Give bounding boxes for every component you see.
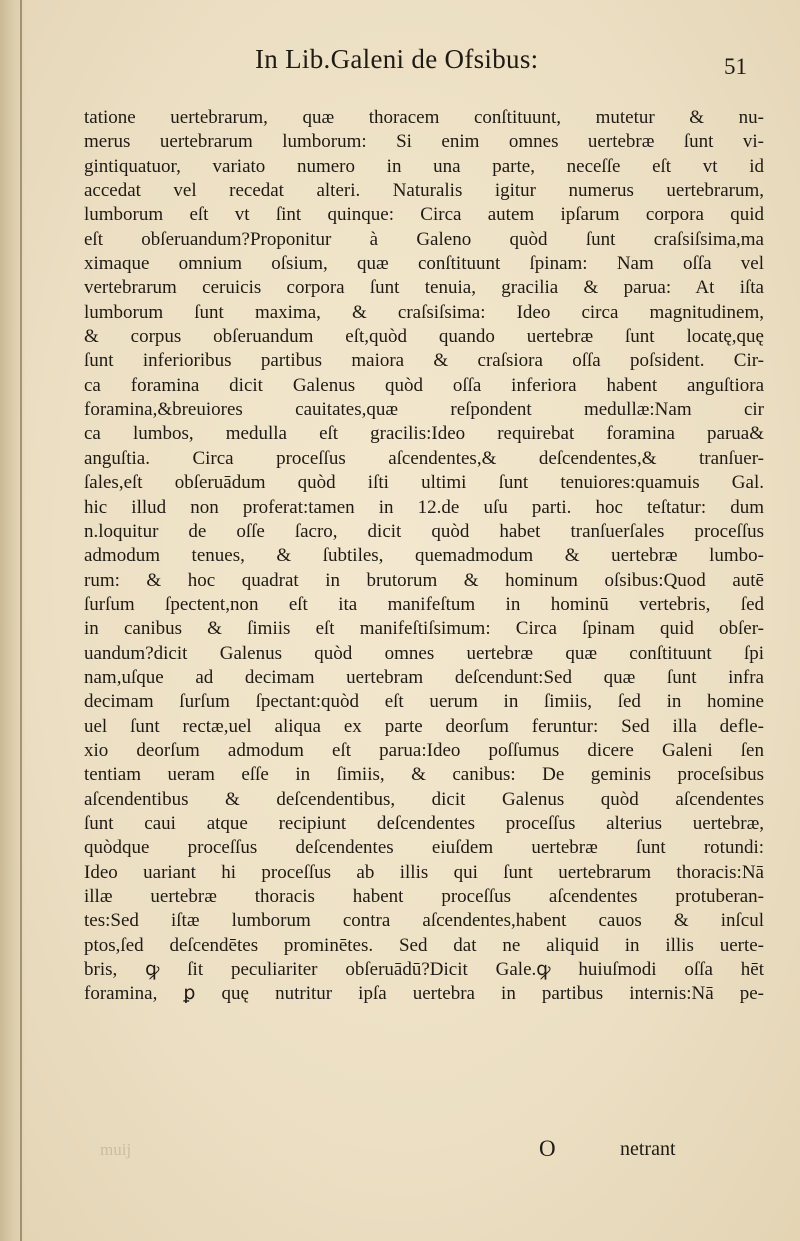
- text-line: aſcendentibus & deſcendentibus, dicit Galenus quòd aſcendentes: [84, 788, 764, 810]
- text-line: ſunt caui atque recipiunt deſcendentes proceſſus alterius uertebræ,: [84, 812, 764, 834]
- text-line: ſunt inferioribus partibus maiora & craſsiora oſſa poſsident. Cir-: [84, 350, 764, 372]
- text-line: foramina, ꝑ quę nutritur ipſa uertebra in partibus internis:Nā pe-: [84, 983, 764, 1005]
- text-line: ximaque omnium oſsium, quæ conſtituunt ſpinam: Nam oſſa vel: [84, 253, 764, 275]
- text-line: merus uertebrarum lumborum: Si enim omnes uertebræ ſunt vi-: [84, 131, 764, 153]
- text-line: hic illud non proferat:tamen in 12.de uſu parti. hoc teſtatur: dum: [84, 496, 764, 518]
- text-line: decimam ſurſum ſpectant:quòd eſt uerum in ſimiis, ſed in homine: [84, 691, 764, 713]
- text-line: uel ſunt rectæ,uel aliqua ex parte deorſum feruntur: Sed illa defle-: [84, 715, 764, 737]
- text-line: gintiquatuor, variato numero in una parte, neceſſe eſt vt id: [84, 155, 764, 177]
- text-line: tentiam ueram eſſe in ſimiis, & canibus: De geminis proceſsibus: [84, 764, 764, 786]
- gutter-rule: [20, 0, 22, 1241]
- text-line: in canibus & ſimiis eſt manifeſtiſsimum: Circa ſpinam quid obſer-: [84, 618, 764, 640]
- page-header: [0, 44, 800, 88]
- text-line: lumborum ſunt maxima, & craſsiſsima: Ideo circa magnitudinem,: [84, 301, 764, 323]
- catchword: netrant: [620, 1138, 676, 1160]
- text-line: xio deorſum admodum eſt parua:Ideo poſſumus dicere Galeni ſen: [84, 739, 764, 761]
- text-line: quòdque proceſſus deſcendentes eiuſdem uertebræ ſunt rotundi:: [84, 837, 764, 859]
- text-line: admodum tenues, & ſubtiles, quemadmodum & uertebræ lumbo-: [84, 545, 764, 567]
- text-line: ca foramina dicit Galenus quòd oſſa inferiora habent anguſtiora: [84, 374, 764, 396]
- text-line: illæ uertebræ thoracis habent proceſſus aſcendentes protuberan-: [84, 886, 764, 907]
- text-line: n.loquitur de oſſe ſacro, dicit quòd habet tranſuerſales proceſſus: [84, 520, 764, 542]
- body-text: [84, 106, 764, 1007]
- text-line: Ideo uariant hi proceſſus ab illis qui ſunt uertebrarum thoracis:Nā: [84, 861, 764, 883]
- signature-mark: O: [539, 1136, 556, 1161]
- text-line: rum: & hoc quadrat in brutorum & hominum oſsibus:Quod autē: [84, 569, 764, 591]
- page-gutter: [0, 0, 26, 1241]
- text-line: ſurſum ſpectent,non eſt ita manifeſtum in hominū vertebris, ſed: [84, 593, 764, 615]
- text-line: anguſtia. Circa proceſſus aſcendentes,& deſcendentes,& tranſuer-: [84, 447, 764, 469]
- text-line: ptos,ſed deſcendētes prominētes. Sed dat ne aliquid in illis uerte-: [84, 934, 764, 956]
- text-line: tes:Sed iſtæ lumborum contra aſcendentes,habent cauos & inſcul: [84, 910, 764, 932]
- faded-show-through-text: muij: [100, 1140, 132, 1159]
- page-footer: [0, 1136, 800, 1166]
- text-line: eſt obſeruandum?Proponitur à Galeno quòd ſunt craſsiſsima,ma: [84, 228, 764, 250]
- text-line: nam,uſque ad decimam uertebram deſcendunt:Sed quæ ſunt infra: [84, 666, 764, 688]
- text-line: ſales,eſt obſeruādum quòd iſti ultimi ſunt tenuiores:quamuis Gal.: [84, 472, 764, 494]
- text-line: vertebrarum ceruicis corpora ſunt tenuia, gracilia & parua: At iſta: [84, 277, 764, 299]
- text-line: ca lumbos, medulla eſt gracilis:Ideo requirebat foramina parua&: [84, 423, 764, 445]
- text-line: lumborum eſt vt ſint quinque: Circa autem ipſarum corpora quid: [84, 204, 764, 226]
- text-line: bris, ꝙ ſit peculiariter obſeruādū?Dicit Gale.ꝙ huiuſmodi oſſa hēt: [84, 959, 764, 981]
- text-line: foramina,&breuiores cauitates,quæ reſpondent medullæ:Nam cir: [84, 399, 764, 421]
- page-number: 51: [724, 54, 747, 79]
- running-head: In Lib.Galeni de Ofsibus:: [255, 44, 539, 74]
- text-line: uandum?dicit Galenus quòd omnes uertebræ quæ conſtituunt ſpi: [84, 642, 764, 664]
- text-line: & corpus obſeruandum eſt,quòd quando uertebræ ſunt locatę,quę: [84, 326, 764, 348]
- text-line: accedat vel recedat alteri. Naturalis igitur numerus uertebrarum,: [84, 180, 764, 202]
- text-line: tatione uertebrarum, quæ thoracem conſtituunt, mutetur & nu-: [84, 107, 764, 128]
